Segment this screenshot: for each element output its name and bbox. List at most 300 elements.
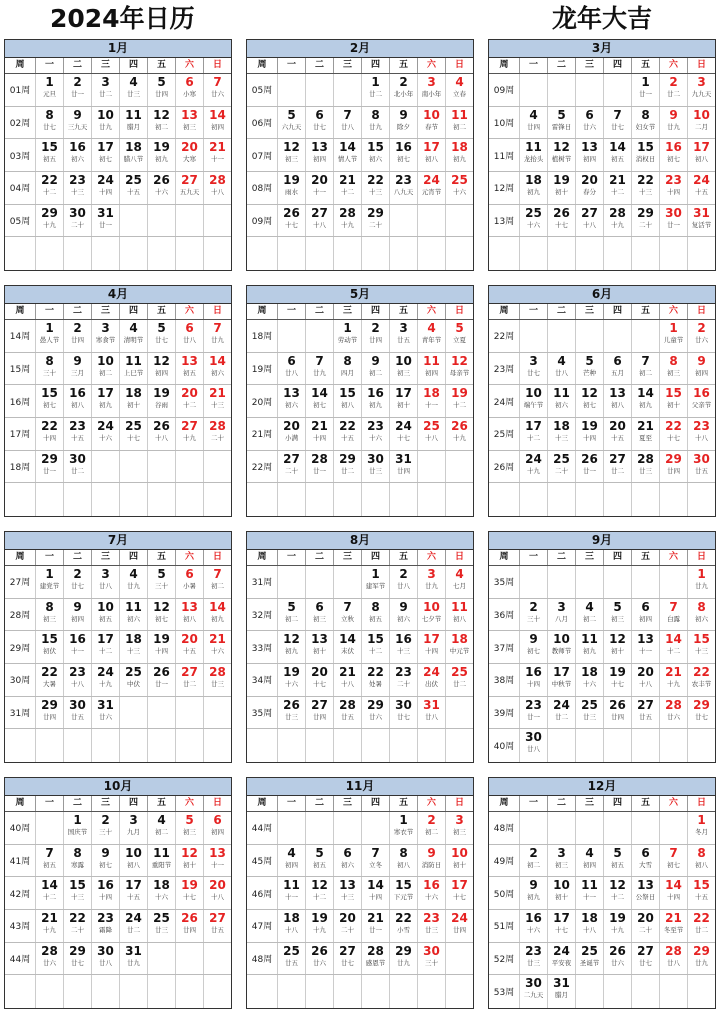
day-cell[interactable] [603, 418, 631, 450]
day-cell[interactable] [631, 943, 659, 975]
day-cell[interactable] [277, 697, 305, 729]
day-cell[interactable] [659, 943, 687, 975]
day-cell[interactable] [389, 631, 417, 663]
day-cell[interactable] [631, 107, 659, 139]
day-cell[interactable] [175, 107, 203, 139]
day-cell[interactable] [277, 451, 305, 483]
day-cell[interactable] [119, 910, 147, 942]
day-cell[interactable] [519, 139, 547, 171]
day-cell[interactable] [175, 812, 203, 844]
day-cell[interactable] [361, 107, 389, 139]
day-cell[interactable] [63, 845, 91, 877]
day-cell[interactable] [361, 385, 389, 417]
day-cell[interactable] [603, 877, 631, 909]
day-cell[interactable] [203, 599, 231, 631]
day-cell[interactable] [519, 205, 547, 237]
day-cell[interactable] [305, 943, 333, 975]
day-cell[interactable] [687, 566, 715, 598]
day-cell[interactable] [687, 845, 715, 877]
day-cell[interactable] [519, 631, 547, 663]
day-cell[interactable] [547, 845, 575, 877]
day-cell[interactable] [659, 107, 687, 139]
day-cell[interactable] [417, 418, 445, 450]
day-cell[interactable] [361, 451, 389, 483]
day-cell[interactable] [547, 107, 575, 139]
day-cell[interactable] [35, 599, 63, 631]
day-cell[interactable] [63, 697, 91, 729]
day-cell[interactable] [575, 107, 603, 139]
day-cell[interactable] [63, 353, 91, 385]
day-cell[interactable] [687, 139, 715, 171]
day-cell[interactable] [389, 877, 417, 909]
day-cell[interactable] [389, 353, 417, 385]
day-cell[interactable] [603, 664, 631, 696]
day-cell[interactable] [63, 812, 91, 844]
day-cell[interactable] [203, 845, 231, 877]
day-cell[interactable] [305, 664, 333, 696]
day-cell[interactable] [631, 353, 659, 385]
day-cell[interactable] [91, 418, 119, 450]
day-cell[interactable] [305, 910, 333, 942]
day-cell[interactable] [389, 139, 417, 171]
day-cell[interactable] [519, 385, 547, 417]
day-cell[interactable] [119, 320, 147, 352]
day-cell[interactable] [333, 451, 361, 483]
day-cell[interactable] [417, 910, 445, 942]
day-cell[interactable] [63, 418, 91, 450]
day-cell[interactable] [361, 172, 389, 204]
day-cell[interactable] [91, 599, 119, 631]
day-cell[interactable] [547, 451, 575, 483]
day-cell[interactable] [91, 205, 119, 237]
day-cell[interactable] [389, 385, 417, 417]
day-cell[interactable] [175, 139, 203, 171]
day-cell[interactable] [603, 697, 631, 729]
day-cell[interactable] [91, 320, 119, 352]
day-cell[interactable] [575, 910, 603, 942]
day-cell[interactable] [575, 385, 603, 417]
day-cell[interactable] [445, 74, 473, 106]
day-cell[interactable] [277, 631, 305, 663]
day-cell[interactable] [63, 664, 91, 696]
day-cell[interactable] [333, 910, 361, 942]
day-cell[interactable] [575, 664, 603, 696]
day-cell[interactable] [305, 877, 333, 909]
day-cell[interactable] [659, 205, 687, 237]
day-cell[interactable] [687, 107, 715, 139]
day-cell[interactable] [417, 845, 445, 877]
day-cell[interactable] [119, 172, 147, 204]
day-cell[interactable] [519, 877, 547, 909]
day-cell[interactable] [575, 845, 603, 877]
day-cell[interactable] [519, 664, 547, 696]
day-cell[interactable] [445, 385, 473, 417]
day-cell[interactable] [305, 385, 333, 417]
day-cell[interactable] [277, 418, 305, 450]
day-cell[interactable] [175, 320, 203, 352]
day-cell[interactable] [203, 566, 231, 598]
day-cell[interactable] [389, 910, 417, 942]
day-cell[interactable] [547, 172, 575, 204]
day-cell[interactable] [361, 566, 389, 598]
day-cell[interactable] [417, 566, 445, 598]
day-cell[interactable] [659, 631, 687, 663]
day-cell[interactable] [445, 172, 473, 204]
day-cell[interactable] [519, 353, 547, 385]
day-cell[interactable] [445, 664, 473, 696]
day-cell[interactable] [687, 74, 715, 106]
day-cell[interactable] [575, 697, 603, 729]
day-cell[interactable] [203, 418, 231, 450]
day-cell[interactable] [519, 975, 547, 1008]
day-cell[interactable] [687, 385, 715, 417]
day-cell[interactable] [687, 812, 715, 844]
day-cell[interactable] [389, 451, 417, 483]
day-cell[interactable] [175, 385, 203, 417]
day-cell[interactable] [361, 697, 389, 729]
day-cell[interactable] [445, 877, 473, 909]
day-cell[interactable] [63, 877, 91, 909]
day-cell[interactable] [519, 697, 547, 729]
day-cell[interactable] [203, 139, 231, 171]
day-cell[interactable] [91, 910, 119, 942]
day-cell[interactable] [631, 877, 659, 909]
day-cell[interactable] [575, 451, 603, 483]
day-cell[interactable] [361, 418, 389, 450]
day-cell[interactable] [417, 631, 445, 663]
day-cell[interactable] [687, 320, 715, 352]
day-cell[interactable] [361, 599, 389, 631]
day-cell[interactable] [277, 910, 305, 942]
day-cell[interactable] [147, 812, 175, 844]
day-cell[interactable] [35, 664, 63, 696]
day-cell[interactable] [547, 943, 575, 975]
day-cell[interactable] [203, 74, 231, 106]
day-cell[interactable] [175, 631, 203, 663]
day-cell[interactable] [417, 107, 445, 139]
day-cell[interactable] [659, 385, 687, 417]
day-cell[interactable] [603, 353, 631, 385]
day-cell[interactable] [35, 172, 63, 204]
day-cell[interactable] [91, 74, 119, 106]
day-cell[interactable] [575, 877, 603, 909]
day-cell[interactable] [119, 943, 147, 975]
day-cell[interactable] [631, 418, 659, 450]
day-cell[interactable] [603, 845, 631, 877]
day-cell[interactable] [305, 172, 333, 204]
day-cell[interactable] [305, 418, 333, 450]
day-cell[interactable] [389, 320, 417, 352]
day-cell[interactable] [63, 139, 91, 171]
day-cell[interactable] [35, 320, 63, 352]
day-cell[interactable] [119, 385, 147, 417]
day-cell[interactable] [547, 631, 575, 663]
day-cell[interactable] [305, 451, 333, 483]
day-cell[interactable] [147, 385, 175, 417]
day-cell[interactable] [547, 385, 575, 417]
day-cell[interactable] [305, 697, 333, 729]
day-cell[interactable] [35, 205, 63, 237]
day-cell[interactable] [175, 172, 203, 204]
day-cell[interactable] [147, 172, 175, 204]
day-cell[interactable] [203, 107, 231, 139]
day-cell[interactable] [445, 107, 473, 139]
day-cell[interactable] [417, 664, 445, 696]
day-cell[interactable] [277, 599, 305, 631]
day-cell[interactable] [203, 172, 231, 204]
day-cell[interactable] [361, 139, 389, 171]
day-cell[interactable] [603, 107, 631, 139]
day-cell[interactable] [119, 845, 147, 877]
day-cell[interactable] [445, 320, 473, 352]
day-cell[interactable] [175, 877, 203, 909]
day-cell[interactable] [417, 385, 445, 417]
day-cell[interactable] [333, 107, 361, 139]
day-cell[interactable] [361, 320, 389, 352]
day-cell[interactable] [687, 943, 715, 975]
day-cell[interactable] [119, 353, 147, 385]
day-cell[interactable] [305, 139, 333, 171]
day-cell[interactable] [35, 697, 63, 729]
day-cell[interactable] [547, 599, 575, 631]
day-cell[interactable] [175, 599, 203, 631]
day-cell[interactable] [63, 631, 91, 663]
day-cell[interactable] [277, 943, 305, 975]
day-cell[interactable] [333, 877, 361, 909]
day-cell[interactable] [63, 451, 91, 483]
day-cell[interactable] [361, 877, 389, 909]
day-cell[interactable] [519, 599, 547, 631]
day-cell[interactable] [35, 877, 63, 909]
day-cell[interactable] [119, 812, 147, 844]
day-cell[interactable] [175, 845, 203, 877]
day-cell[interactable] [91, 877, 119, 909]
day-cell[interactable] [91, 697, 119, 729]
day-cell[interactable] [333, 664, 361, 696]
day-cell[interactable] [147, 139, 175, 171]
day-cell[interactable] [305, 599, 333, 631]
day-cell[interactable] [147, 353, 175, 385]
day-cell[interactable] [63, 74, 91, 106]
day-cell[interactable] [361, 205, 389, 237]
day-cell[interactable] [277, 664, 305, 696]
day-cell[interactable] [519, 943, 547, 975]
day-cell[interactable] [389, 74, 417, 106]
day-cell[interactable] [603, 599, 631, 631]
day-cell[interactable] [519, 172, 547, 204]
day-cell[interactable] [389, 107, 417, 139]
day-cell[interactable] [687, 697, 715, 729]
day-cell[interactable] [361, 631, 389, 663]
day-cell[interactable] [277, 353, 305, 385]
day-cell[interactable] [389, 845, 417, 877]
day-cell[interactable] [417, 599, 445, 631]
day-cell[interactable] [277, 877, 305, 909]
day-cell[interactable] [575, 172, 603, 204]
day-cell[interactable] [575, 631, 603, 663]
day-cell[interactable] [175, 353, 203, 385]
day-cell[interactable] [147, 877, 175, 909]
day-cell[interactable] [659, 664, 687, 696]
day-cell[interactable] [417, 697, 445, 729]
day-cell[interactable] [631, 139, 659, 171]
day-cell[interactable] [277, 845, 305, 877]
day-cell[interactable] [333, 697, 361, 729]
day-cell[interactable] [203, 812, 231, 844]
day-cell[interactable] [175, 418, 203, 450]
day-cell[interactable] [687, 664, 715, 696]
day-cell[interactable] [35, 566, 63, 598]
day-cell[interactable] [547, 139, 575, 171]
day-cell[interactable] [519, 910, 547, 942]
day-cell[interactable] [119, 139, 147, 171]
day-cell[interactable] [687, 910, 715, 942]
day-cell[interactable] [147, 910, 175, 942]
day-cell[interactable] [659, 845, 687, 877]
day-cell[interactable] [35, 910, 63, 942]
day-cell[interactable] [519, 451, 547, 483]
day-cell[interactable] [417, 139, 445, 171]
day-cell[interactable] [519, 729, 547, 762]
day-cell[interactable] [361, 353, 389, 385]
day-cell[interactable] [175, 910, 203, 942]
day-cell[interactable] [147, 599, 175, 631]
day-cell[interactable] [63, 566, 91, 598]
day-cell[interactable] [575, 418, 603, 450]
day-cell[interactable] [417, 877, 445, 909]
day-cell[interactable] [417, 353, 445, 385]
day-cell[interactable] [35, 943, 63, 975]
day-cell[interactable] [631, 845, 659, 877]
day-cell[interactable] [63, 385, 91, 417]
day-cell[interactable] [445, 845, 473, 877]
day-cell[interactable] [305, 107, 333, 139]
day-cell[interactable] [91, 631, 119, 663]
day-cell[interactable] [519, 107, 547, 139]
day-cell[interactable] [333, 205, 361, 237]
day-cell[interactable] [389, 812, 417, 844]
day-cell[interactable] [277, 205, 305, 237]
day-cell[interactable] [91, 107, 119, 139]
day-cell[interactable] [305, 845, 333, 877]
day-cell[interactable] [687, 172, 715, 204]
day-cell[interactable] [417, 320, 445, 352]
day-cell[interactable] [659, 599, 687, 631]
day-cell[interactable] [389, 664, 417, 696]
day-cell[interactable] [445, 599, 473, 631]
day-cell[interactable] [445, 566, 473, 598]
day-cell[interactable] [547, 664, 575, 696]
day-cell[interactable] [35, 74, 63, 106]
day-cell[interactable] [389, 599, 417, 631]
day-cell[interactable] [603, 139, 631, 171]
day-cell[interactable] [659, 877, 687, 909]
day-cell[interactable] [445, 353, 473, 385]
day-cell[interactable] [203, 631, 231, 663]
day-cell[interactable] [35, 845, 63, 877]
day-cell[interactable] [389, 172, 417, 204]
day-cell[interactable] [91, 943, 119, 975]
day-cell[interactable] [631, 631, 659, 663]
day-cell[interactable] [35, 631, 63, 663]
day-cell[interactable] [361, 943, 389, 975]
day-cell[interactable] [631, 205, 659, 237]
day-cell[interactable] [91, 845, 119, 877]
day-cell[interactable] [631, 664, 659, 696]
day-cell[interactable] [659, 451, 687, 483]
day-cell[interactable] [333, 845, 361, 877]
day-cell[interactable] [603, 385, 631, 417]
day-cell[interactable] [175, 74, 203, 106]
day-cell[interactable] [277, 172, 305, 204]
day-cell[interactable] [659, 74, 687, 106]
day-cell[interactable] [91, 139, 119, 171]
day-cell[interactable] [519, 845, 547, 877]
day-cell[interactable] [603, 943, 631, 975]
day-cell[interactable] [333, 320, 361, 352]
day-cell[interactable] [35, 107, 63, 139]
day-cell[interactable] [333, 139, 361, 171]
day-cell[interactable] [417, 172, 445, 204]
day-cell[interactable] [445, 631, 473, 663]
day-cell[interactable] [147, 566, 175, 598]
day-cell[interactable] [147, 320, 175, 352]
day-cell[interactable] [575, 943, 603, 975]
day-cell[interactable] [687, 451, 715, 483]
day-cell[interactable] [147, 664, 175, 696]
day-cell[interactable] [147, 107, 175, 139]
day-cell[interactable] [417, 74, 445, 106]
day-cell[interactable] [687, 631, 715, 663]
day-cell[interactable] [659, 418, 687, 450]
day-cell[interactable] [333, 353, 361, 385]
day-cell[interactable] [63, 599, 91, 631]
day-cell[interactable] [277, 385, 305, 417]
day-cell[interactable] [203, 910, 231, 942]
day-cell[interactable] [305, 631, 333, 663]
day-cell[interactable] [445, 418, 473, 450]
day-cell[interactable] [305, 353, 333, 385]
day-cell[interactable] [119, 74, 147, 106]
day-cell[interactable] [63, 910, 91, 942]
day-cell[interactable] [547, 353, 575, 385]
day-cell[interactable] [687, 599, 715, 631]
day-cell[interactable] [547, 975, 575, 1008]
day-cell[interactable] [91, 664, 119, 696]
day-cell[interactable] [575, 353, 603, 385]
day-cell[interactable] [361, 845, 389, 877]
day-cell[interactable] [603, 910, 631, 942]
day-cell[interactable] [547, 910, 575, 942]
day-cell[interactable] [147, 845, 175, 877]
day-cell[interactable] [119, 599, 147, 631]
day-cell[interactable] [333, 385, 361, 417]
day-cell[interactable] [575, 139, 603, 171]
day-cell[interactable] [119, 566, 147, 598]
day-cell[interactable] [147, 631, 175, 663]
day-cell[interactable] [603, 172, 631, 204]
day-cell[interactable] [35, 139, 63, 171]
day-cell[interactable] [119, 107, 147, 139]
day-cell[interactable] [687, 353, 715, 385]
day-cell[interactable] [91, 566, 119, 598]
day-cell[interactable] [91, 353, 119, 385]
day-cell[interactable] [35, 418, 63, 450]
day-cell[interactable] [389, 566, 417, 598]
day-cell[interactable] [175, 566, 203, 598]
day-cell[interactable] [659, 139, 687, 171]
day-cell[interactable] [119, 631, 147, 663]
